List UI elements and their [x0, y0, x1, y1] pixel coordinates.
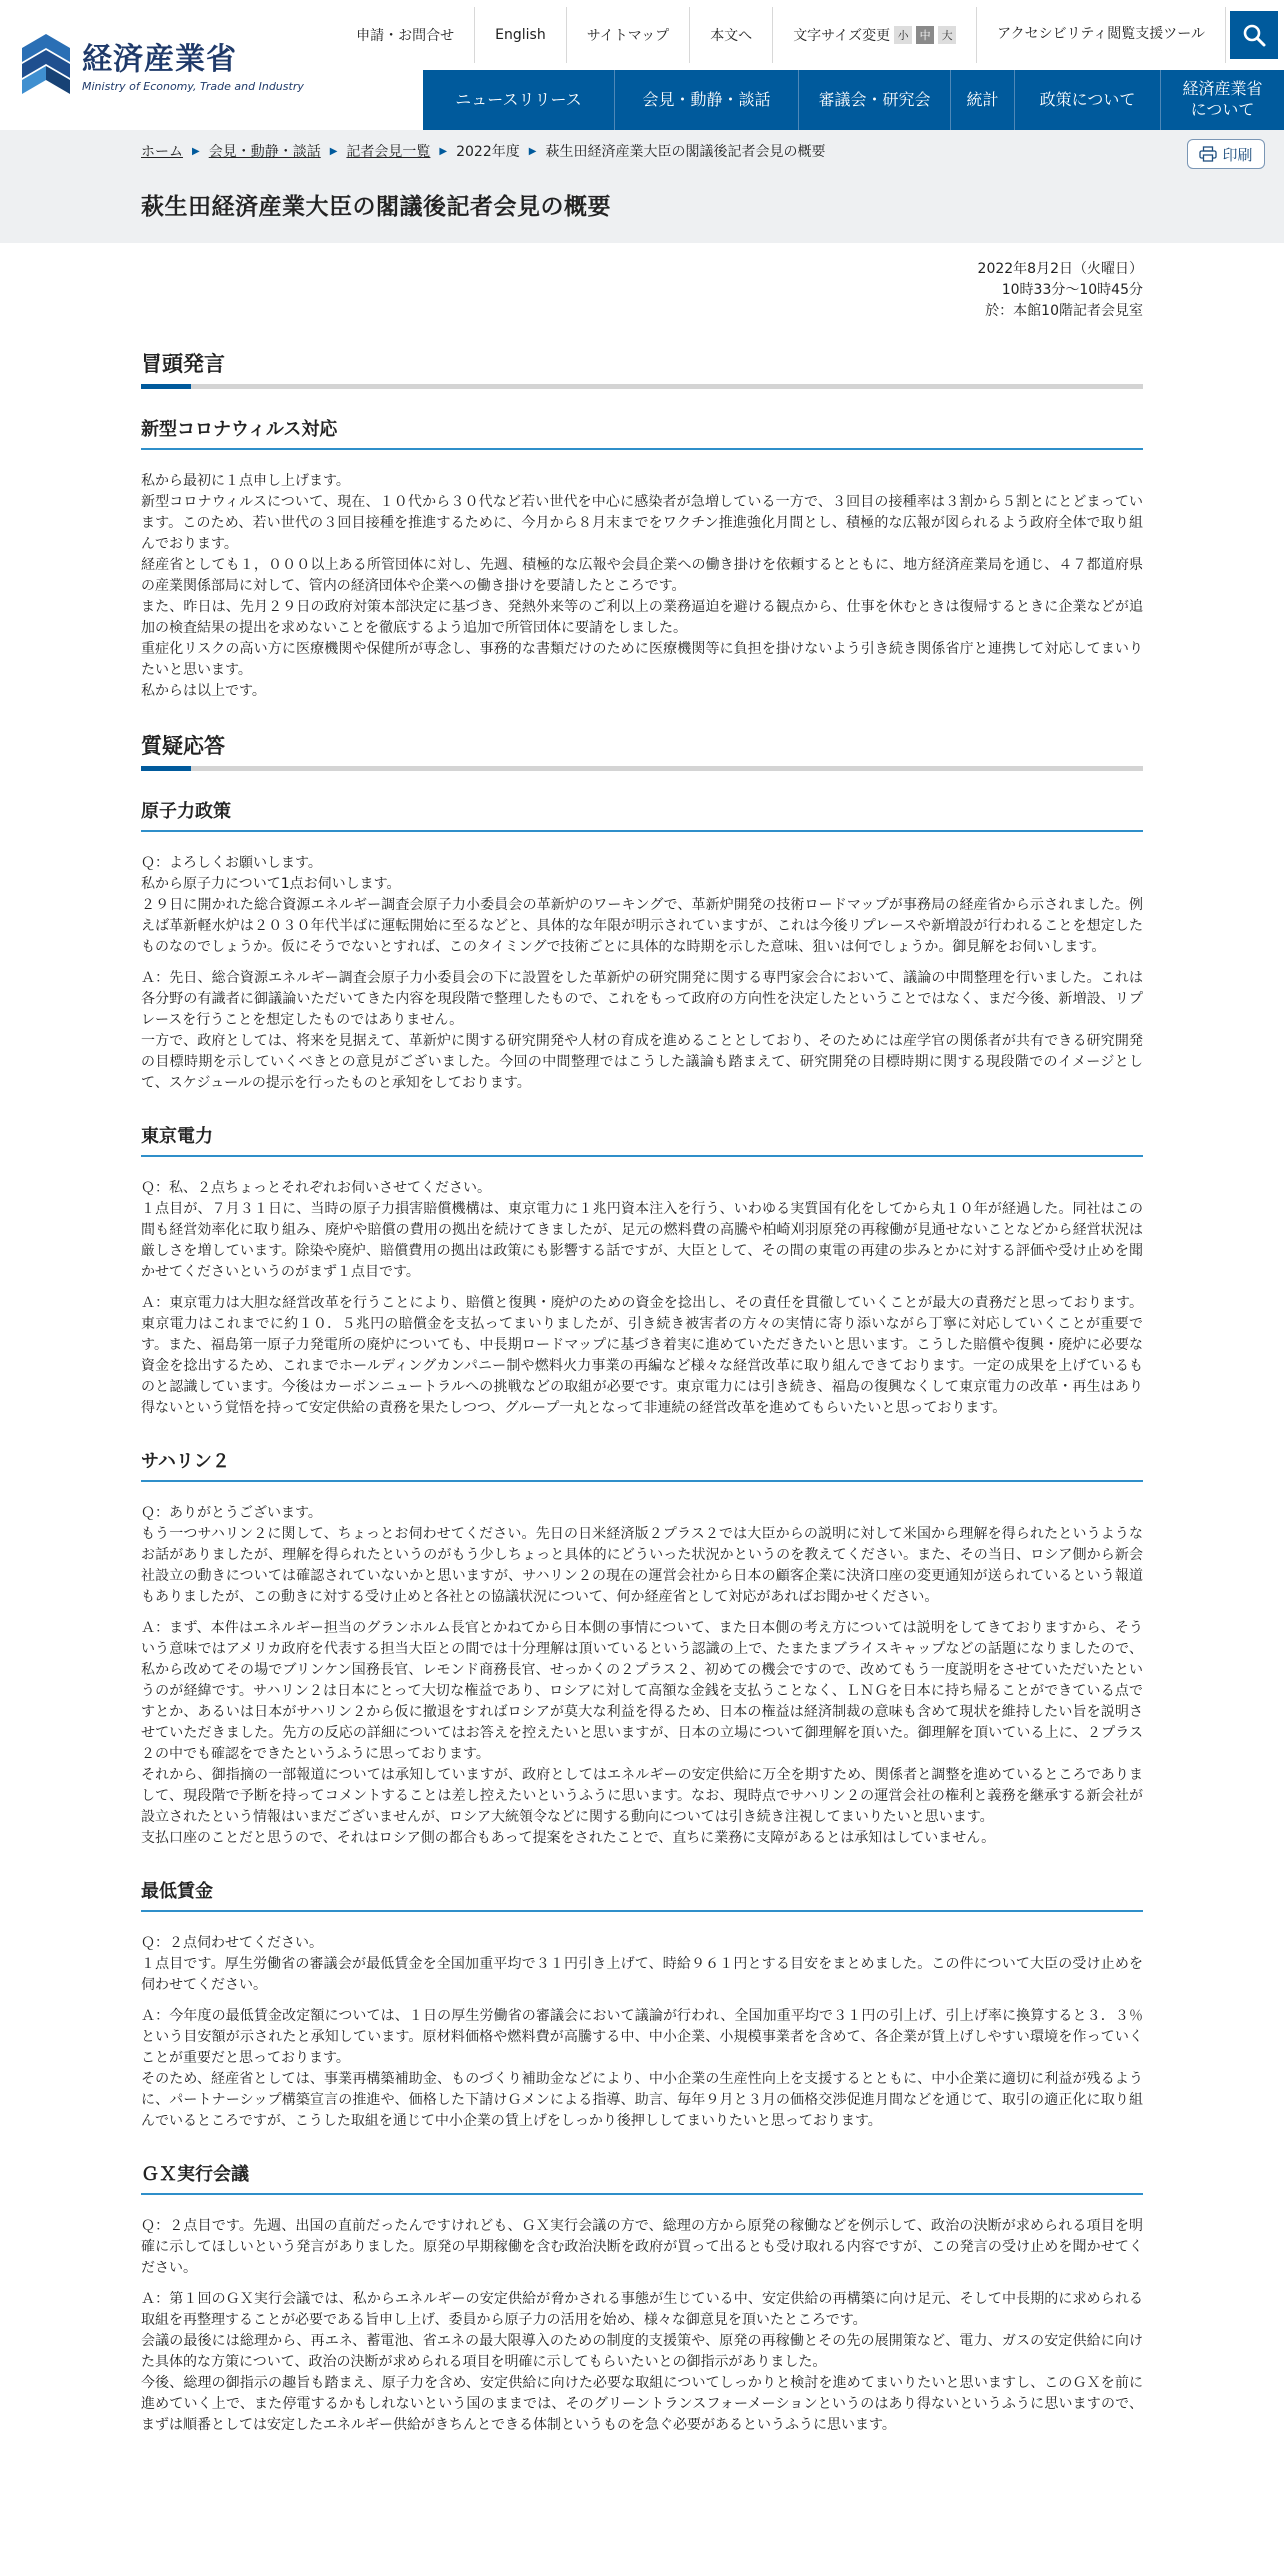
- gnav-meetings[interactable]: 会見・動静・談話: [614, 70, 798, 130]
- statement-paragraph: 私からは以上です。: [141, 683, 266, 699]
- main-content: [0, 259, 1284, 2436]
- meeting-date: 2022年8月2日（火曜日）: [977, 261, 1143, 277]
- answer-paragraph: Ａ：第１回のＧＸ実行会議では、私からエネルギーの安定供給が脅かされる事態が生じている中、安定供給の再構築に向け足元、そして中長期的に求められる取組を再整理することが必要である旨申し上げ、委員から原子力の活用を始め、様々な御意見を頂いたところです。: [141, 2291, 1143, 2328]
- meeting-place: 於：本館10階記者会見室: [985, 303, 1143, 319]
- search-button[interactable]: [1230, 11, 1278, 59]
- font-size-label: 文字サイズ変更: [793, 28, 891, 44]
- question-paragraph: Ｑ：よろしくお願いします。: [141, 855, 322, 871]
- font-size-medium-button[interactable]: 中: [916, 26, 934, 44]
- answer-paragraph: 一方で、政府としては、将来を見据えて、革新炉に関する研究開発や人材の育成を進めることとしており、そのためには産学官の関係者が共有できる研究開発の目標時期を示していくべきとの意見がございました。今回の中間整理ではこうした議論も踏まえて、研究開発の目標時期に関する現段階でのイメージとして、スケジュールの提示を行ったものと承知をしております。: [141, 1033, 1143, 1091]
- gnav-news[interactable]: ニュースリリース: [455, 89, 582, 109]
- meti-logo-icon: [20, 32, 72, 94]
- wage-block: [141, 1933, 1143, 2132]
- english-link[interactable]: English: [475, 7, 567, 63]
- answer-paragraph: Ａ：先日、総合資源エネルギー調査会原子力小委員会の下に設置をした革新炉の研究開発に関する専門家会合において、議論の中間整理を行いました。これは各分野の有識者に御議論いただいてきた内容を現段階で整理したもので、これをもって政府の方向性を決定したということではなく、まだ今後、新増設、リプレースを行うことを想定したものではありません。: [141, 970, 1143, 1028]
- answer-paragraph: 会議の最後には総理から、再エネ、蓄電池、省エネの最大限導入のための制度的支援策や、原発の再稼働とその先の展開策など、電力、ガスの安定供給に向けた具体的な方策について、政治の決断が求められる項目を明確に示してもらいたいとの御指示がありました。: [141, 2333, 1143, 2370]
- covid-block: [141, 471, 1143, 702]
- answer-paragraph: 今後、総理の御指示の趣旨も踏まえ、原子力を含め、安定供給に向けた必要な取組についてしっかりと検討を進めてまいりたいと思いますし、このＧＸを前に進めていく上で、また停電するかもしれないという国のままでは、そのグリーントランスフォーメーションというのはあり得ないというふうに思いますので、まずは順番としては安定したエネルギー供給がきちんとできる体制というものを急ぐ必要があるというふうに思います。: [141, 2375, 1143, 2433]
- gnav-about[interactable]: [1160, 70, 1284, 130]
- sakhalin-block: [141, 1503, 1143, 1849]
- section-heading-qa: [141, 730, 1143, 765]
- font-size-small-button[interactable]: 小: [894, 26, 912, 44]
- topic-heading-tepco: 東京電力: [141, 1122, 1143, 1157]
- logo-name: 経済産業省: [82, 41, 237, 77]
- answer-paragraph: それから、御指摘の一部報道については承知していますが、政府としてはエネルギーの安定供給に万全を期すため、関係者と調整を進めているところでありまして、現段階で予断を持ってコメントすることは差し控えたいというふうに思います。なお、現時点でサハリン２の運営会社の権利と義務を継承する新会社が設立されたという情報はいまだございませんが、ロシア大統領令などに関する動向については引き続き注視してまいりたいと思います。: [141, 1767, 1143, 1825]
- answer-paragraph: Ａ：今年度の最低賃金改定額については、１日の厚生労働省の審議会において議論が行われ、全国加重平均で３１円の引上げ、引上げ率に換算すると３．３％という目安額が示されたと承知しています。原材料価格や燃料費が高騰する中、中小企業、小規模事業者を含めて、各企業が賃上げしやすい環境を作っていくことが重要だと思っております。: [141, 2008, 1143, 2066]
- breadcrumb-arrow-icon: ▶: [329, 145, 338, 157]
- statement-paragraph: 新型コロナウィルスについて、現在、１０代から３０代など若い世代を中心に感染者が急増している一方で、３回目の接種率は３割から５割とにとどまっています。このため、若い世代の３回目接種を推進するために、今月から８月末までをワクチン推進強化月間とし、積極的な広報が図られるよう政府全体で取り組んでおります。: [141, 494, 1143, 552]
- gnav-policy[interactable]: 政策について: [1014, 70, 1160, 130]
- breadcrumb-current: 萩生田経済産業大臣の閣議後記者会見の概要: [545, 144, 826, 160]
- heading-accent-bar: [141, 766, 191, 771]
- topic-heading-gx: ＧＸ実行会議: [141, 2160, 1143, 2195]
- question-paragraph: 私から原子力について1点お伺いします。: [141, 876, 401, 892]
- question-paragraph: １点目です。厚生労働省の審議会が最低賃金を全国加重平均で３１円引き上げて、時給９６１円とする目安をまとめました。この件について大臣の受け止めを伺わせてください。: [141, 1956, 1143, 1993]
- breadcrumb-meetings[interactable]: 会見・動静・談話: [208, 144, 321, 160]
- gx-block: [141, 2216, 1143, 2436]
- site-header: [0, 0, 1284, 130]
- meeting-meta: [141, 259, 1143, 322]
- answer-paragraph: 支払口座のことだと思うので、それはロシア側の都合もあって提案をされたことで、直ちに業務に支障があるとは承知はしていません。: [141, 1830, 996, 1846]
- site-logo[interactable]: [20, 32, 304, 94]
- gnav-about-line2: について: [1190, 100, 1255, 119]
- statement-paragraph: 経産省としても１，０００以上ある所管団体に対し、先週、積極的な広報や会員企業への働き掛けを依頼するとともに、地方経済産業局を通じ、４７都道府県の産業関係部局に対して、管内の経済団体や企業への働き掛けを要請したところです。: [141, 557, 1143, 594]
- accessibility-line2: 閲覧支援ツール: [1107, 26, 1205, 43]
- breadcrumb-arrow-icon: ▶: [192, 145, 200, 157]
- heading-accent-bar: [141, 384, 191, 389]
- statement-paragraph: また、昨日は、先月２９日の政府対策本部決定に基づき、発熱外来等のご利以上の業務逼迫を避ける観点から、仕事を休むときは復帰するときに企業などが追加の検査結果の提出を求めないことを徹底するよう追加で所管団体に要請をしました。: [141, 599, 1143, 636]
- print-label: 印刷: [1222, 145, 1253, 164]
- topic-heading-nuclear: 原子力政策: [141, 797, 1143, 832]
- question-paragraph: ２９日に開かれた総合資源エネルギー調査会原子力小委員会の革新炉のワーキングで、革新炉開発の技術ロードマップが事務局の経産省から示されました。例えば革新軽水炉は２０３０年代半ばに運転開始に至るなどと、具体的な年限が明示されていますが、これは今後リプレースや新増設が行われることを想定したものなのでしょうか。仮にそうでないとすれば、このタイミングで技術ごとに具体的な時期を示した意味、狙いは何でしょうか。御見解をお伺いします。: [141, 897, 1143, 955]
- breadcrumb-arrow-icon: ▶: [528, 145, 537, 157]
- section-heading-qa-text: 質疑応答: [141, 734, 225, 758]
- question-paragraph: １点目が、７月３１日に、当時の原子力損害賠償機構は、東京電力に１兆円資本注入を行う、いわゆる実質国有化をしてから丸１０年が経過した。同社はこの間も経営効率化に取り組み、廃炉や賠償の費用の拠出を続けてきましたが、足元の燃料費の高騰や柏崎刈羽原発の再稼働が見通せないことなどから経営状況は厳しさを増しています。除染や廃炉、賠償費用の拠出は政策にも影響する話ですが、大臣として、その間の東電の再建の歩みとかに対する評価や受け止めを聞かせてくださいというのがまず１点目です。: [141, 1201, 1143, 1280]
- question-paragraph: Ｑ：２点目です。先週、出国の直前だったんですけれども、ＧＸ実行会議の方で、総理の方から原発の稼働などを例示して、政治の決断が求められる項目を明確に示してほしいという発言がありました。原発の早期稼働を含む政治決断を政府が買って出るとも受け取れる内容ですが、この発言の受け止めを聞かせてください。: [141, 2218, 1143, 2276]
- answer-paragraph: Ａ：まず、本件はエネルギー担当のグランホルム長官とかねてから日本側の事情について、また日本側の考え方については説明をしてきておりますから、そういう意味ではアメリカ政府を代表する担当大臣との間では十分理解は頂いているという認識の上で、たまたまブライスキャップなどの話題になりましたので、私から改めてその場でブリンケン国務長官、レモンド商務長官、せっかくの２プラス２、初めての機会ですので、改めてもう一度説明をさせていただいたというのが経緯です。サハリン２は日本にとって大切な権益であり、ロシアに対して高額な金銭を支払うことなく、ＬＮＧを日本に持ち帰ることができている点ですとか、あるいは日本がサハリン２から仮に撤退をすればロシアが莫大な利益を得るため、日本の権益は経済制裁の意味も含めて現状を維持したい旨を説明させていただきました。先方の反応の詳細についてはお答えを控えたいと思いますが、日本の立場について御理解を頂いた。御理解を頂いている上に、２プラス２の中でも確認をできたというふうに思っております。: [141, 1620, 1143, 1762]
- section-heading-opening: [141, 348, 1143, 383]
- font-size-large-button[interactable]: 大: [938, 26, 956, 44]
- breadcrumb-home[interactable]: ホーム: [141, 144, 183, 160]
- page-title: 萩生田経済産業大臣の閣議後記者会見の概要: [141, 194, 611, 220]
- gnav-about-line1: 経済産業省: [1182, 79, 1263, 99]
- tepco-block: [141, 1178, 1143, 1419]
- answer-paragraph: Ａ：東京電力は大胆な経営改革を行うことにより、賠償と復興・廃炉のための資金を捻出し、その責任を貫徹していくことが最大の責務だと思っております。東京電力はこれまでに約１０．５兆円の賠償金を支払ってまいりましたが、引き続き被害者の方々の実情に寄り添いながら丁寧に対応していくことが重要です。また、福島第一原子力発電所の廃炉についても、中長期ロードマップに基づき着実に進めていただきたいと思います。こうした賠償や復興・廃炉に必要な資金を捻出するため、これまでホールディングカンパニー制や燃料火力事業の再編など様々な経営改革に取り組んできております。一定の成果を上げているものと認識しています。今後はカーボンニュートラルへの挑戦などの取組が必要です。東京電力には引き続き、福島の復興なくして東京電力の改革・再生はあり得ないという覚悟を持って安定供給の責務を果たしつつ、グループ一丸となって非連続の経営改革を進めてもらいたいと思っております。: [141, 1295, 1143, 1416]
- topic-heading-wage: 最低賃金: [141, 1877, 1143, 1912]
- section-heading-opening-text: 冒頭発言: [141, 352, 225, 376]
- breadcrumb-press-list[interactable]: 記者会見一覧: [346, 144, 431, 160]
- question-paragraph: もう一つサハリン２に関して、ちょっとお伺わせてください。先日の日米経済版２プラス２では大臣からの説明に対して米国から理解を得られたというようなお話がありましたが、理解を得られたというのがもう少しちょっと具体的にどういった状況かというのを教えてください。また、その当日、ロシア側から新会社設立の動きについては確認されていないかと思いますが、サハリン２の現在の運営会社から日本の顧客企業に決済口座の変更通知が送られているという報道もありましたが、この動きに対する受け止めと各社との協議状況について、何か経産省として対応があればお聞かせください。: [141, 1526, 1143, 1605]
- meeting-time: 10時33分～10時45分: [1001, 282, 1143, 298]
- font-size-control: [773, 7, 977, 63]
- utility-nav: [336, 0, 1284, 70]
- print-button[interactable]: [1187, 139, 1265, 169]
- gnav-stats[interactable]: 統計: [950, 70, 1014, 130]
- inquiry-link[interactable]: 申請・お問合せ: [336, 7, 475, 63]
- breadcrumb-arrow-icon: ▶: [439, 145, 448, 157]
- title-band: [0, 130, 1284, 243]
- global-nav: [423, 70, 1284, 130]
- logo-english-name: Ministry of Economy, Trade and Industry: [82, 79, 304, 93]
- statement-paragraph: 重症化リスクの高い方に医療機関や保健所が専念し、事務的な書類だけのために医療機関等に負担を掛けないよう引き続き関係省庁と連携して対応してまいりたいと思います。: [141, 641, 1143, 678]
- gnav-council[interactable]: 審議会・研究会: [798, 70, 950, 130]
- question-paragraph: Ｑ：２点伺わせてください。: [141, 1935, 323, 1951]
- breadcrumb-year: 2022年度: [456, 144, 520, 160]
- accessibility-link[interactable]: [977, 7, 1226, 63]
- answer-paragraph: そのため、経産省としては、事業再構築補助金、ものづくり補助金などにより、中小企業の生産性向上を支援するとともに、中小企業に適切に利益が残るように、パートナーシップ構築宣言の推進や、価格した下請けＧメンによる指導、助言、毎年９月と３月の価格交渉促進月間などを通じて、取引の適正化に取り組んでいるところですが、こうした取組を通じて中小企業の賃上げをしっかり後押ししてまいりたいと思っております。: [141, 2071, 1143, 2129]
- question-paragraph: Ｑ：私、２点ちょっとそれぞれお伺いさせてください。: [141, 1180, 491, 1196]
- breadcrumb: [141, 130, 1143, 161]
- printer-icon: [1199, 146, 1217, 162]
- nuclear-block: [141, 853, 1143, 1094]
- sitemap-link[interactable]: サイトマップ: [567, 7, 690, 63]
- search-icon: [1242, 23, 1266, 47]
- question-paragraph: Ｑ：ありがとうございます。: [141, 1505, 322, 1521]
- skip-to-content-link[interactable]: 本文へ: [690, 7, 773, 63]
- statement-paragraph: 私から最初に１点申し上げます。: [141, 473, 350, 489]
- topic-heading-covid: 新型コロナウィルス対応: [141, 415, 1143, 450]
- topic-heading-sakhalin: サハリン２: [141, 1447, 1143, 1482]
- accessibility-line1: アクセシビリティ: [997, 26, 1108, 43]
